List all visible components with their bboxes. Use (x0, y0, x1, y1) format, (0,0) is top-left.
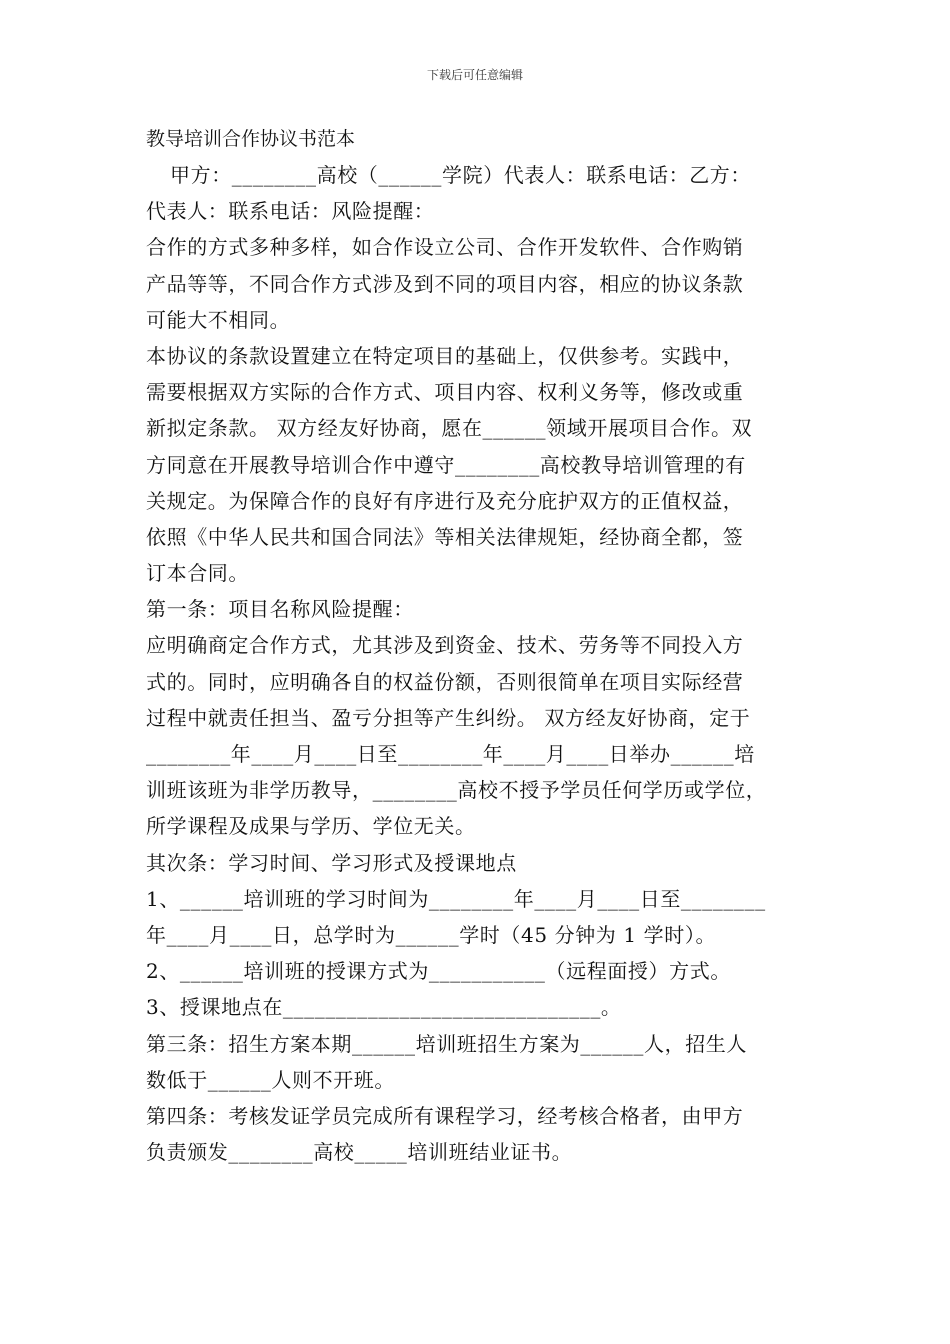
paragraph-line: 负责颁发________高校_____培训班结业证书。 (146, 1140, 573, 1165)
page-header-note: 下载后可任意编辑 (426, 68, 523, 82)
paragraph-line: 式的。同时，应明确各自的权益份额，否则很简单在项目实际经营 (146, 669, 744, 694)
paragraph-line: 关规定。为保障合作的良好有序进行及充分庇护双方的正值权益， (146, 488, 744, 513)
paragraph-line: 方同意在开展教导培训合作中遵守________高校教导培训管理的有 (146, 452, 746, 477)
article-2-heading: 其次条：学习时间、学习形式及授课地点 (146, 850, 517, 875)
article-3-heading: 第三条：招生方案本期______培训班招生方案为______人，招生人 (146, 1031, 747, 1056)
clause-item-2: 2、______培训班的授课方式为___________（远程面授）方式。 (146, 959, 731, 984)
paragraph-line: 依照《中华人民共和国合同法》等相关法律规矩，经协商全都，签 (146, 524, 744, 549)
paragraph-line: 需要根据双方实际的合作方式、项目内容、权利义务等，修改或重 (146, 380, 744, 405)
paragraph-line: 可能大不相同。 (146, 307, 291, 332)
paragraph-line: 年____月____日，总学时为______学时（45 分钟为 1 学时）。 (146, 922, 717, 947)
paragraph-line: 新拟定条款。 双方经友好协商，愿在______领域开展项目合作。双 (146, 416, 753, 441)
paragraph-line: 合作的方式多种多样，如合作设立公司、合作开发软件、合作购销 (146, 235, 744, 260)
article-4-heading: 第四条：考核发证学员完成所有课程学习，经考核合格者，由甲方 (146, 1103, 744, 1128)
document-body (146, 122, 812, 1170)
paragraph-line: 所学课程及成果与学历、学位无关。 (146, 814, 476, 839)
paragraph-line: ________年____月____日至________年____月____日举办______培 (146, 742, 755, 766)
clause-item-3: 3、授课地点在______________________________。 (146, 995, 622, 1020)
paragraph-line: 订本合同。 (146, 561, 249, 586)
clause-item-1: 1、______培训班的学习时间为________年____月____日至________ (146, 886, 766, 911)
party-a-line: 甲方：________高校（______学院）代表人：联系电话：乙方： (170, 163, 751, 187)
document-title: 教导培训合作协议书范本 (146, 128, 356, 150)
paragraph-line: 过程中就责任担当、盈亏分担等产生纠纷。 双方经友好协商，定于 (146, 705, 751, 730)
paragraph-line: 本协议的条款设置建立在特定项目的基础上，仅供参考。实践中， (146, 343, 744, 368)
paragraph-line: 数低于______人则不开班。 (146, 1067, 395, 1092)
paragraph-line: 应明确商定合作方式，尤其涉及到资金、技术、劳务等不同投入方 (146, 633, 744, 658)
paragraph-line: 代表人：联系电话：风险提醒： (146, 199, 435, 224)
article-1-heading: 第一条：项目名称风险提醒： (146, 597, 414, 622)
paragraph-line: 产品等等，不同合作方式涉及到不同的项目内容，相应的协议条款 (146, 271, 744, 296)
paragraph-line: 训班该班为非学历教导，________高校不授予学员任何学历或学位， (146, 778, 767, 803)
